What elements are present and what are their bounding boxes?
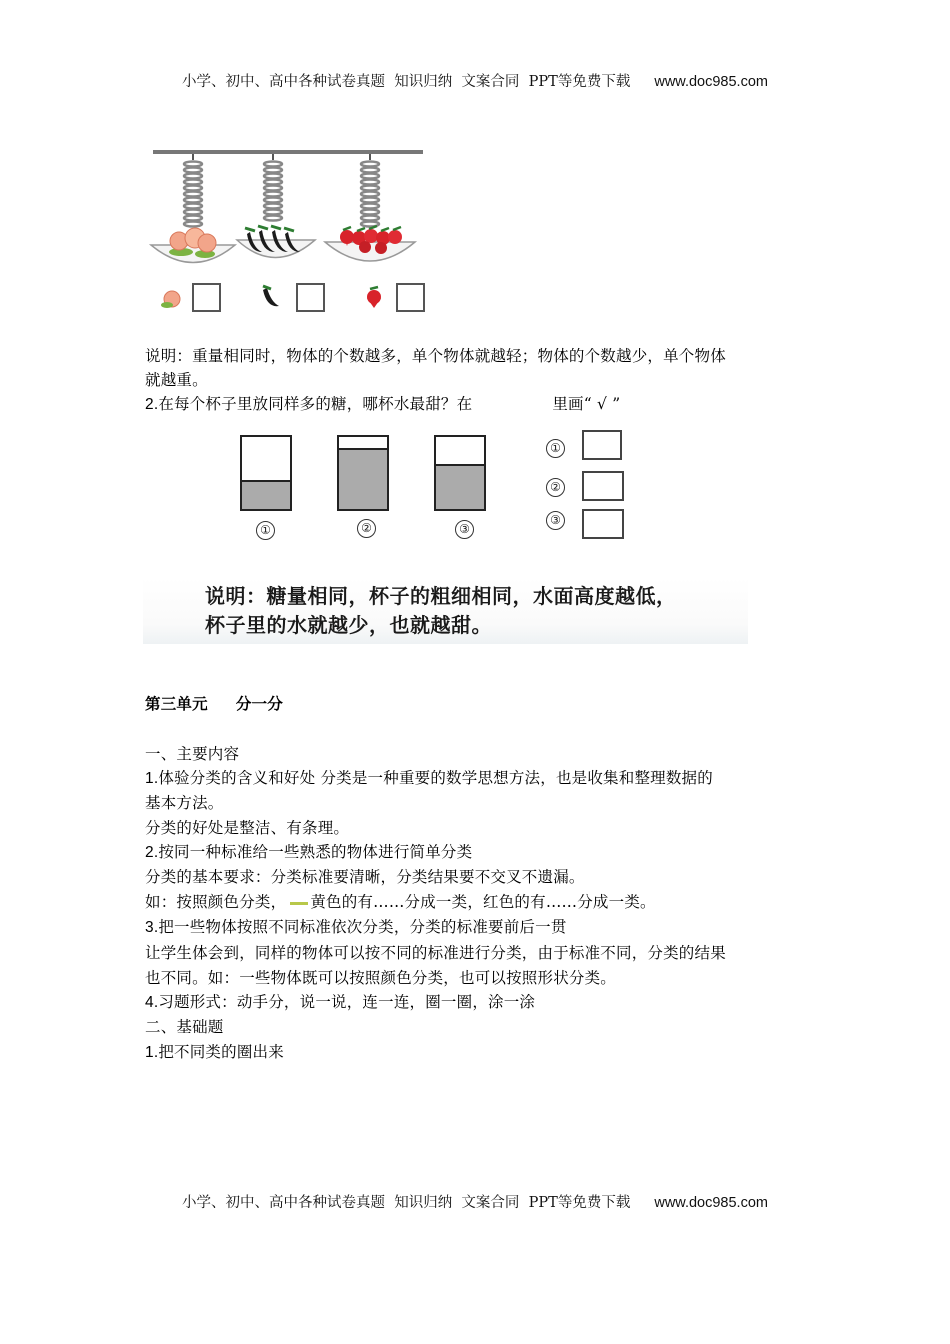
point-3 [145, 916, 810, 939]
answer-box-peach [193, 284, 220, 311]
question-2-number: 2. [145, 396, 159, 413]
point-2 [145, 841, 810, 864]
answer-box-eggplant [297, 284, 324, 311]
point-1-cont: 基本方法。 [145, 794, 224, 812]
spring-scale-figure [145, 140, 445, 325]
point-3-number: 3. [145, 919, 159, 936]
cup-3-label: ③ [455, 520, 474, 539]
point-4-text: 习题形式：动手分，说一说，连一连，圈一圈，涂一涂 [158, 993, 536, 1011]
spring-strawberry [325, 154, 415, 261]
point-3-detail-2: 也不同。如：一些物体既可以按照颜色分类，也可以按照形状分类。 [145, 969, 617, 987]
footer-text: 小学、初中、高中各种试卷真题 知识归纳 文案合同 PPT等免费下载 [182, 1195, 631, 1211]
point-3-text: 把一些物体按照不同标准依次分类，分类的标准要前后一贯 [158, 918, 567, 936]
point-2-example-post: 黄色的有……分成一类，红色的有……分成一类。 [310, 893, 656, 911]
spring-peach [151, 154, 235, 263]
scale-bar [153, 150, 423, 154]
scale-note-line1: 说明：重量相同时，物体的个数越多，单个物体就越轻；物体的个数越少，单个物体 [145, 347, 726, 365]
highlight-mark [290, 902, 308, 905]
answer-peach [161, 291, 180, 308]
answer-eggplant [263, 286, 279, 306]
point-1-number: 1. [145, 770, 159, 787]
page-footer [0, 1191, 950, 1212]
point-4 [145, 991, 810, 1014]
unit-subtitle: 分一分 [235, 694, 283, 713]
cup-1-water [242, 480, 290, 509]
cups-note-text [205, 582, 677, 640]
header-text: 小学、初中、高中各种试卷真题 知识归纳 文案合同 PPT等免费下载 [182, 74, 631, 90]
question-2-text-a: 在每个杯子里放同样多的糖，哪杯水最甜？在 [158, 395, 473, 413]
unit-heading [145, 693, 810, 715]
answer-strawberry [367, 287, 381, 308]
cups-note-image [143, 578, 748, 644]
cup-2-label: ② [357, 519, 376, 538]
answer-box-2[interactable] [582, 471, 624, 501]
answer-1-label: ① [546, 439, 565, 458]
point-2-example [145, 891, 810, 913]
answer-2-label: ② [546, 478, 565, 497]
cup-3-water [436, 464, 484, 509]
point-1 [145, 767, 810, 790]
point-2-number: 2. [145, 844, 159, 861]
point-2-example-pre: 如：按照颜色分类， [145, 893, 287, 911]
answer-box-3[interactable] [582, 509, 624, 539]
point-4-number: 4. [145, 994, 159, 1011]
header-site: www.doc985.com [654, 74, 768, 90]
answer-box-strawberry [397, 284, 424, 311]
question-2-text-b: 里画“ √ ” [552, 395, 621, 413]
cups-note-line1: 说明：糖量相同，杯子的粗细相同，水面高度越低， [205, 584, 677, 608]
point-3-detail-1: 让学生体会到，同样的物体可以按不同的标准进行分类，由于标准不同，分类的结果 [145, 944, 726, 962]
cups-figure [143, 425, 748, 575]
scale-note-line2: 就越重。 [145, 371, 208, 389]
point-1-text: 体验分类的含义和好处 分类是一种重要的数学思想方法，也是收集和整理数据的 [158, 769, 713, 787]
basic-question-1 [145, 1041, 810, 1064]
cup-3 [434, 435, 486, 511]
cup-2-water [339, 448, 387, 509]
cup-2 [337, 435, 389, 511]
cup-1 [240, 435, 292, 511]
answer-3-label: ③ [546, 511, 565, 530]
basic-question-1-number: 1. [145, 1044, 159, 1061]
footer-site: www.doc985.com [654, 1195, 768, 1211]
unit-title: 第三单元 [145, 694, 208, 713]
question-2 [145, 393, 810, 416]
point-2-text: 按同一种标准给一些熟悉的物体进行简单分类 [158, 843, 473, 861]
basic-question-1-text: 把不同类的圈出来 [158, 1043, 284, 1061]
section-2-heading: 二、基础题 [145, 1018, 224, 1036]
spring-eggplant [237, 154, 315, 258]
cups-note-line2: 杯子里的水就越少，也就越甜。 [205, 613, 492, 637]
point-2-requirement: 分类的基本要求：分类标准要清晰，分类结果要不交叉不遗漏。 [145, 868, 585, 886]
section-1-heading: 一、主要内容 [145, 745, 240, 763]
cup-1-label: ① [256, 521, 275, 540]
page-header [0, 70, 950, 91]
point-1-benefit: 分类的好处是整洁、有条理。 [145, 819, 350, 837]
answer-box-1[interactable] [582, 430, 622, 460]
